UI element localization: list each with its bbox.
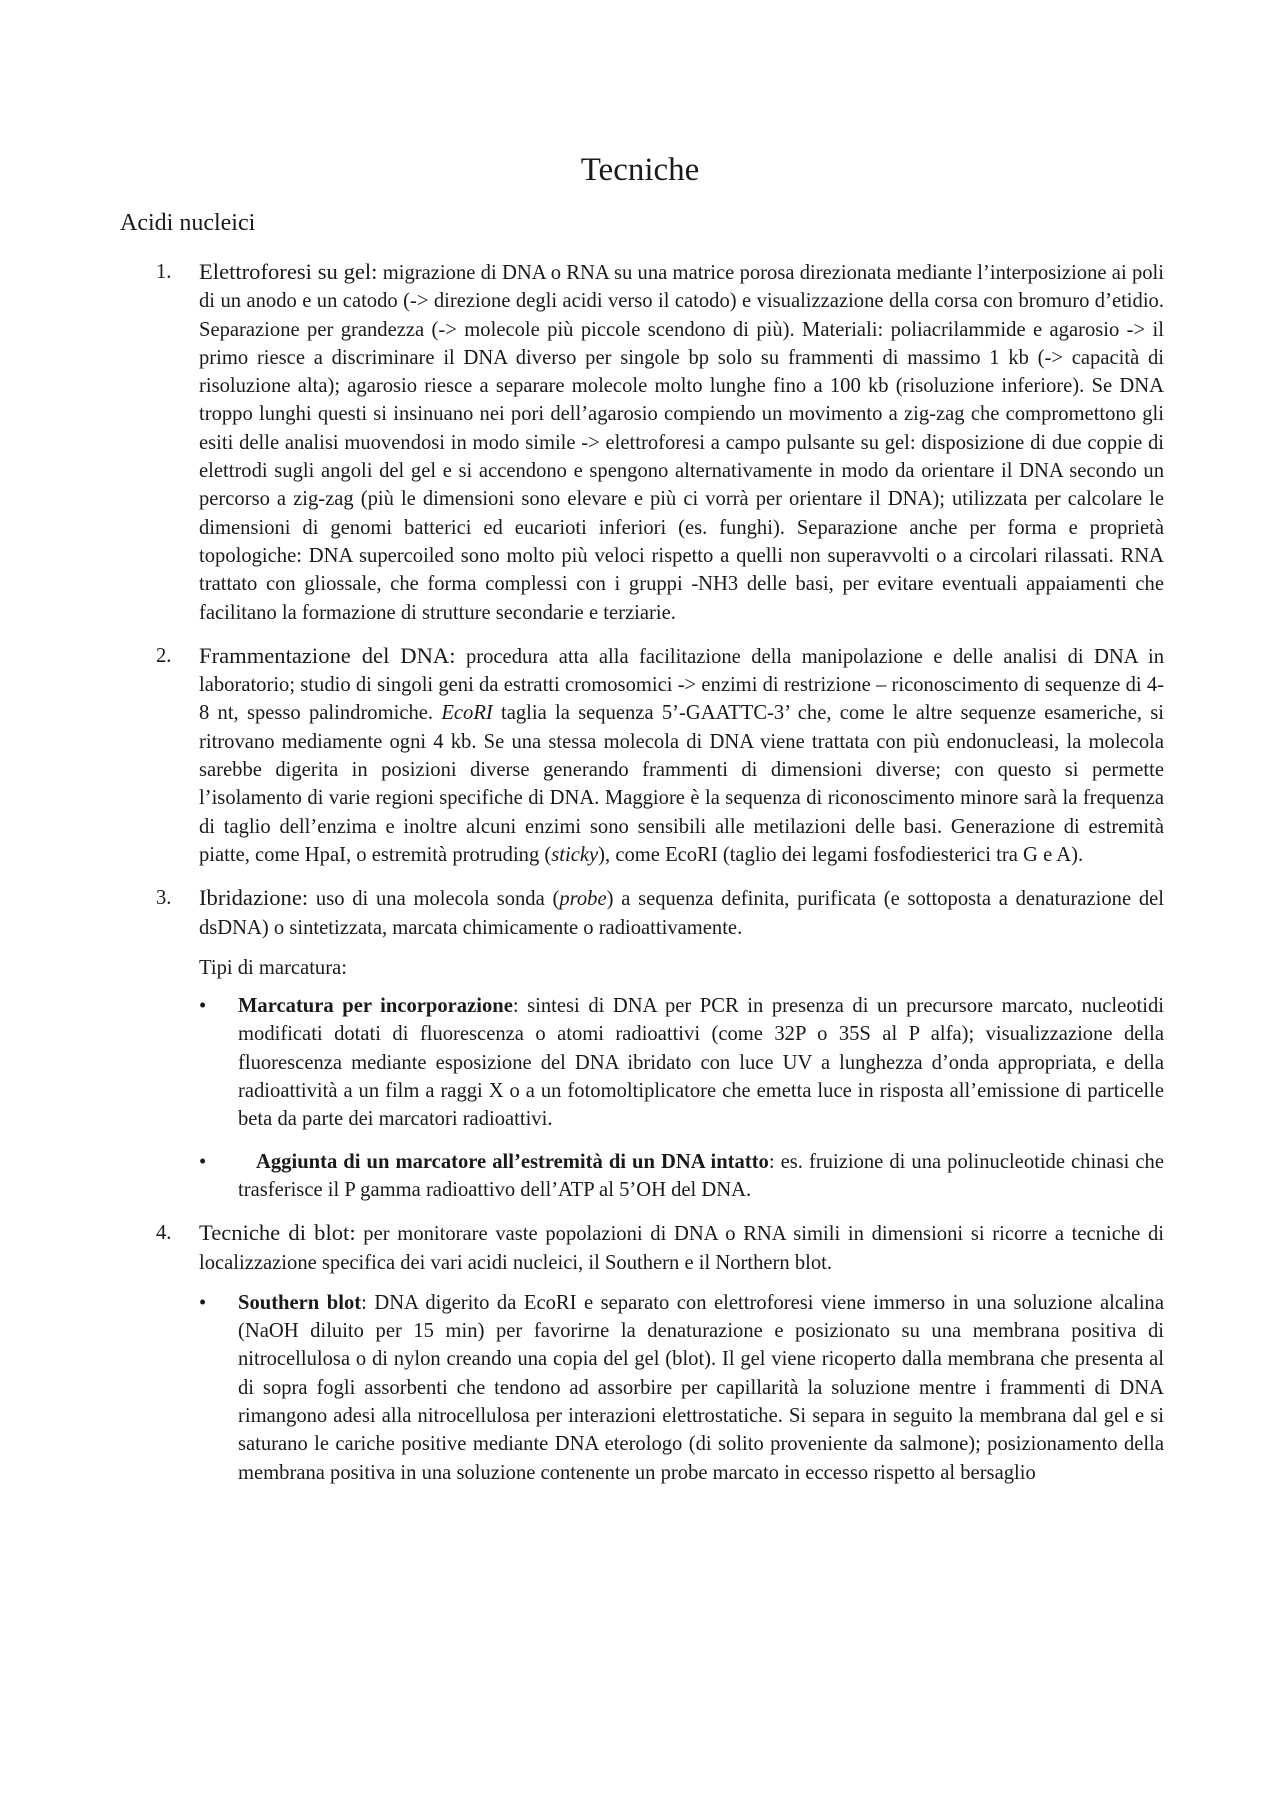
bullet-item xyxy=(199,1148,1164,1205)
list-item-text xyxy=(199,884,1164,942)
item-heading: Tecniche di blot: xyxy=(199,1220,356,1246)
italic-term: EcoRI xyxy=(441,702,493,725)
item-body: ) a sequenza definita, purificata (e sottoposta a denaturazione del dsDNA) o sintetizzata, marcata chimicamente o radioattivamente. xyxy=(199,888,1164,939)
list-item-text xyxy=(199,642,1164,869)
item-body: procedura atta alla facilitazione della manipolazione e delle analisi di DNA in laboratorio; studio di singoli geni da estratti cromosomici -> enzimi di restrizione – riconoscimento di sequenze di 4-8 nt, spesso palindromiche. xyxy=(199,645,1164,725)
bullet-body: : sintesi di DNA per PCR in presenza di un precursore marcato, nucleotidi modificati dotati di fluorescenza o atomi radioattivi (come 32P o 35S al P alfa); visualizzazione della fluorescenza mediante esposizione del DNA ibridato con luce UV a lunghezza d’onda appropriata, e della radioattività a un film a raggi X o a un fotomoltiplicatore che emetta luce in risposta all’emissione di particelle beta da parte dei marcatori radioattivi. xyxy=(238,995,1164,1131)
bullet-icon: • xyxy=(199,995,207,1018)
list-item-text xyxy=(199,258,1164,627)
list-number: 1. xyxy=(156,261,172,283)
bullet-body: : DNA digerito da EcoRI e separato con elettroforesi viene immerso in una soluzione alcalina (NaOH diluito per 15 min) per favorirne la denaturazione e posizionato su una membrana positiva di nitrocellulosa o di nylon creando una copia del gel (blot). Il gel viene ricoperto dalla membrana che presenta al di sopra fogli assorbenti che tendono ad assorbire per capillarità la soluzione mentre i frammenti di DNA rimangono adesi alla nitrocellulosa per interazioni elettrostatiche. Si separa in seguito la membrana dal gel e si saturano le cariche positive mediante DNA eterologo (di solito proveniente da salmone); posizionamento della membrana positiva in una soluzione contenente un probe marcato in eccesso rispetto al bersaglio xyxy=(238,1291,1164,1484)
bullet-item xyxy=(199,1289,1164,1487)
sub-heading: Tipi di marcatura: xyxy=(199,956,347,979)
list-item-blot xyxy=(120,1219,1164,1487)
bullet-term: Aggiunta di un marcatore all’estremità di un DNA intatto xyxy=(256,1150,769,1173)
item-heading: Ibridazione: xyxy=(199,885,309,911)
bullet-icon: • xyxy=(199,1291,207,1314)
list-number: 3. xyxy=(156,887,172,910)
bullet-text xyxy=(238,1148,1164,1205)
bullet-text xyxy=(238,1289,1164,1487)
list-number: 4. xyxy=(156,1222,172,1245)
item-body: ), come EcoRI (taglio dei legami fosfodiesterici tra G e A). xyxy=(598,843,1084,866)
bullet-term: Marcatura per incorporazione xyxy=(238,995,513,1018)
bullet-term: Southern blot xyxy=(238,1291,362,1314)
list-item-frammentazione xyxy=(120,642,1164,869)
bullet-item xyxy=(199,992,1164,1133)
section-heading: Acidi nucleici xyxy=(120,210,256,236)
list-item-text xyxy=(199,1219,1164,1277)
bullet-icon: • xyxy=(199,1150,207,1173)
item-body: taglia la sequenza 5’-GAATTC-3’ che, come le altre sequenze esameriche, si ritrovano mediamente ogni 4 kb. Se una stessa molecola di DNA viene trattata con più endonucleasi, la molecola sarebbe digerita in posizioni diverse generando frammenti di dimensioni diverse; con questo si permette l’isolamento di varie regioni specifiche di DNA. Maggiore è la sequenza di riconoscimento minore sarà la frequenza di taglio dell’enzima e inoltre alcuni enzimi sono sensibili alle metilazioni delle basi. Generazione di estremità piatte, come HpaI, o estremità protruding ( xyxy=(199,702,1164,866)
bullet-text xyxy=(238,992,1164,1133)
italic-term: sticky xyxy=(551,843,599,866)
italic-term: probe xyxy=(559,888,607,911)
list-item-elettroforesi xyxy=(120,258,1164,627)
item-body: migrazione di DNA o RNA su una matrice porosa direzionata mediante l’interposizione ai poli di un anodo e un catodo (-> direzione degli acidi verso il catodo) e visualizzazione della corsa con bromuro d’etidio. Separazione per grandezza (-> molecole più piccole scendono di più). Materiali: poliacrilammide e agarosio -> il primo riesce a discriminare il DNA diverso per singole bp solo su frammenti di massimo 1 kb (-> capacità di risoluzione alta); agarosio riesce a separare molecole molto lunghe fino a 100 kb (risoluzione inferiore). Se DNA troppo lunghi questi si insinuano nei pori dell’agarosio compiendo un movimento a zig-zag che compromettono gli esiti delle analisi muovendosi in modo simile -> elettroforesi a campo pulsante su gel: disposizione di due coppie di elettrodi sugli angoli del gel e si accendono e spengono alternativamente in modo da orientare il DNA secondo un percorso a zig-zag (più le dimensioni sono elevare e più ci vorrà per orientare il DNA); utilizzata per calcolare le dimensioni di genomi batterici ed eucarioti inferiori (es. funghi). Separazione anche per forma e proprietà topologiche: DNA supercoiled sono molto più veloci rispetto a quelli non superavvolti o a circolari rilassati. RNA trattato con gliossale, che forma complessi con i gruppi -NH3 delle basi, per evitare eventuali appaiamenti che facilitano la formazione di strutture secondarie e terziarie. xyxy=(199,262,1164,624)
item-heading: Frammentazione del DNA: xyxy=(199,642,456,668)
item-body: uso di una molecola sonda ( xyxy=(308,888,560,911)
list-number: 2. xyxy=(156,644,172,667)
item-body: per monitorare vaste popolazioni di DNA o RNA simili in dimensioni si ricorre a tecniche di localizzazione specifica dei vari acidi nucleici, il Southern e il Northern blot. xyxy=(199,1223,1164,1274)
document-body xyxy=(120,258,1164,1502)
item-heading: Elettroforesi su gel: xyxy=(199,259,378,284)
page-title: Tecniche xyxy=(580,152,700,188)
list-item-ibridazione xyxy=(120,884,1164,1204)
bullet-body: : es. fruizione di una polinucleotide chinasi che trasferisce il P gamma radioattivo dell’ATP al 5’OH del DNA. xyxy=(238,1150,1164,1201)
